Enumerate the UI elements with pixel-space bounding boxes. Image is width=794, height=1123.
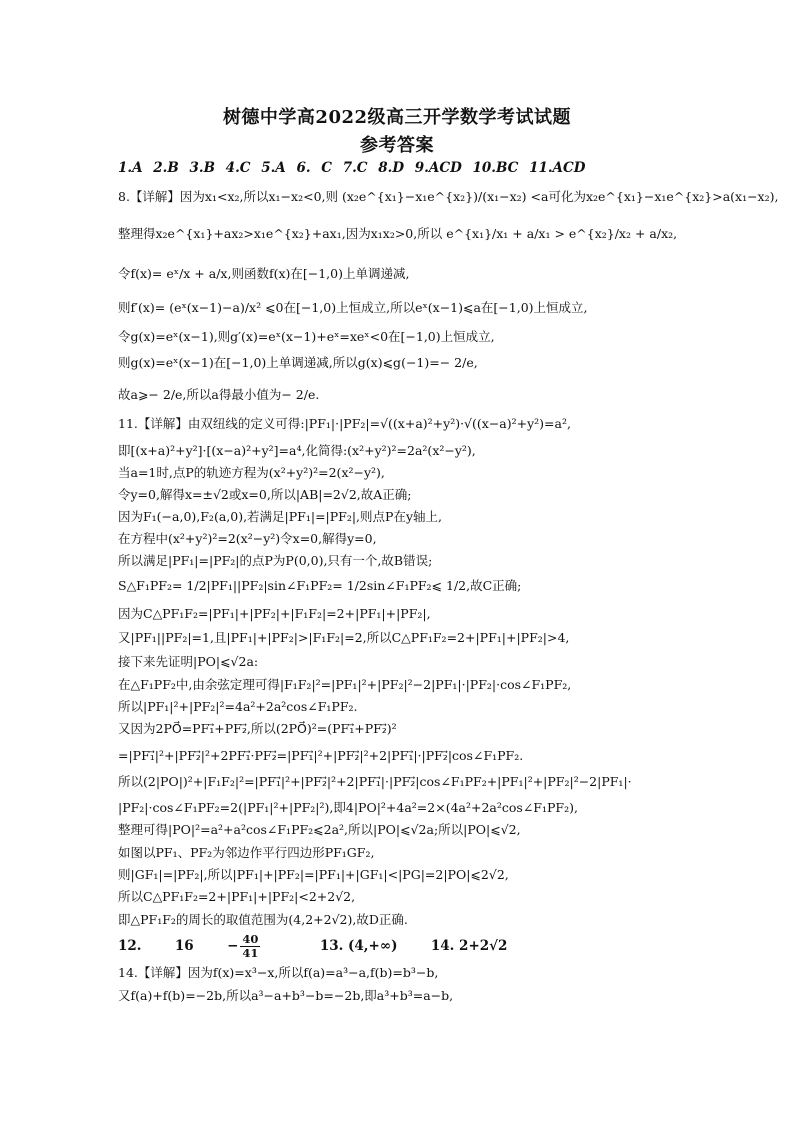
solution-line: 8.【详解】因为x₁<x₂,所以x₁−x₂<0,则 (x₂e^{x₁}−x₁e^{x₂})/(x₁−x₂) <a可化为x₂e^{x₁}−x₁e^{x₂}>a(x₁−x₂), bbox=[118, 189, 779, 204]
q12-answer-b-fraction bbox=[240, 933, 260, 960]
q13-answer: 13. (4,+∞) bbox=[319, 938, 398, 954]
solution-line: 则|GF₁|=|PF₂|,所以|PF₁|+|PF₂|=|PF₁|+|GF₁|<|PG|=2|PO|⩽2√2, bbox=[118, 867, 509, 882]
solution-line: 14.【详解】因为f(x)=x³−x,所以f(a)=a³−a,f(b)=b³−b, bbox=[118, 965, 439, 980]
solution-line: 所以满足|PF₁|=|PF₂|的点P为P(0,0),只有一个,故B错误; bbox=[118, 553, 433, 568]
solution-line: 因为C△PF₁F₂=|PF₁|+|PF₂|+|F₁F₂|=2+|PF₁|+|PF₂|, bbox=[118, 606, 431, 621]
solution-line: 接下来先证明|PO|⩽√2a: bbox=[118, 654, 259, 669]
solution-line: 因为F₁(−a,0),F₂(a,0),若满足|PF₁|=|PF₂|,则点P在y轴上, bbox=[118, 509, 442, 524]
solution-line: 整理可得|PO|²=a²+a²cos∠F₁PF₂⩽2a²,所以|PO|⩽√2a;所以|PO|⩽√2, bbox=[118, 822, 521, 837]
solution-line: 又因为2PO⃗=PF₁⃗+PF₂⃗,所以(2PO⃗)²=(PF₁⃗+PF₂⃗)² bbox=[118, 721, 397, 736]
q12-answer-b-sign: − bbox=[227, 938, 239, 954]
solution-line: 11.【详解】由双纽线的定义可得:|PF₁|·|PF₂|=√((x+a)²+y²)·√((x−a)²+y²)=a², bbox=[118, 416, 571, 431]
page-title: 树德中学高2022级高三开学数学考试试题 bbox=[222, 107, 572, 128]
solution-line: 当a=1时,点P的轨迹方程为(x²+y²)²=2(x²−y²), bbox=[118, 465, 385, 480]
q12-numerator: 40 bbox=[242, 932, 259, 946]
solution-line: 又|PF₁||PF₂|=1,且|PF₁|+|PF₂|>|F₁F₂|=2,所以C△PF₁F₂=2+|PF₁|+|PF₂|>4, bbox=[118, 630, 570, 645]
solution-line: 所以|PF₁|²+|PF₂|²=4a²+2a²cos∠F₁PF₂. bbox=[118, 699, 358, 714]
solution-line: 故a⩾− 2/e,所以a得最小值为− 2/e. bbox=[118, 387, 320, 402]
page-subtitle: 参考答案 bbox=[360, 135, 434, 156]
solution-line: 如图以PF₁、PF₂为邻边作平行四边形PF₁GF₂, bbox=[118, 845, 375, 860]
q14-answer: 14. 2+2√2 bbox=[430, 938, 508, 954]
solution-line: 所以(2|PO|)²+|F₁F₂|²=|PF₁⃗|²+|PF₂⃗|²+2|PF₁⃗|·|PF₂⃗|cos∠F₁PF₂+|PF₁|²+|PF₂|²−2|PF₁|· bbox=[118, 774, 632, 789]
solution-line: 即△PF₁F₂的周长的取值范围为(4,2+2√2),故D正确. bbox=[118, 912, 408, 927]
solution-line: 令y=0,解得x=±√2或x=0,所以|AB|=2√2,故A正确; bbox=[118, 487, 412, 502]
solution-line: 又f(a)+f(b)=−2b,所以a³−a+b³−b=−2b,即a³+b³=a−b, bbox=[118, 988, 454, 1003]
q12-denominator: 41 bbox=[242, 946, 259, 960]
solution-line: 即[(x+a)²+y²]·[(x−a)²+y²]=a⁴,化简得:(x²+y²)²=2a²(x²−y²), bbox=[118, 443, 476, 458]
solution-line: 整理得x₂e^{x₁}+ax₂>x₁e^{x₂}+ax₁,因为x₁x₂>0,所以 e^{x₁}/x₁ + a/x₁ > e^{x₂}/x₂ + a/x₂, bbox=[118, 226, 678, 241]
solution-line: 在△F₁PF₂中,由余弦定理可得|F₁F₂|²=|PF₁|²+|PF₂|²−2|PF₁|·|PF₂|·cos∠F₁PF₂, bbox=[118, 677, 572, 692]
q12-label: 12. bbox=[118, 938, 142, 954]
solution-line: S△F₁PF₂= 1/2|PF₁||PF₂|sin∠F₁PF₂= 1/2sin∠F₁PF₂⩽ 1/2,故C正确; bbox=[118, 578, 522, 593]
choice-answers-row: 1.A 2.B 3.B 4.C 5.A 6. C 7.C 8.D 9.ACD 10.BC 11.ACD bbox=[118, 160, 586, 176]
solution-line: =|PF₁⃗|²+|PF₂⃗|²+2PF₁⃗·PF₂⃗=|PF₁⃗|²+|PF₂⃗|²+2|PF₁⃗|·|PF₂⃗|cos∠F₁PF₂. bbox=[118, 748, 524, 763]
solution-line: 则g(x)=eˣ(x−1)在[−1,0)上单调递减,所以g(x)⩽g(−1)=− 2/e, bbox=[118, 355, 478, 370]
solution-line: 令g(x)=eˣ(x−1),则g′(x)=eˣ(x−1)+eˣ=xeˣ<0在[−1,0)上恒成立, bbox=[118, 329, 495, 344]
solution-line: 在方程中(x²+y²)²=2(x²−y²)令x=0,解得y=0, bbox=[118, 531, 377, 546]
solution-line: 所以C△PF₁F₂=2+|PF₁|+|PF₂|<2+2√2, bbox=[118, 889, 356, 904]
solution-line: 令f(x)= eˣ/x + a/x,则函数f(x)在[−1,0)上单调递减, bbox=[118, 266, 410, 281]
solution-line: 则f′(x)= (eˣ(x−1)−a)/x² ⩽0在[−1,0)上恒成立,所以eˣ(x−1)⩽a在[−1,0)上恒成立, bbox=[118, 300, 588, 315]
solution-line: |PF₂|·cos∠F₁PF₂=2(|PF₁|²+|PF₂|²),即4|PO|²+4a²=2×(4a²+2a²cos∠F₁PF₂), bbox=[118, 800, 578, 815]
fill-in-answers-row bbox=[118, 932, 718, 960]
q12-answer-a: 16 bbox=[174, 938, 194, 954]
